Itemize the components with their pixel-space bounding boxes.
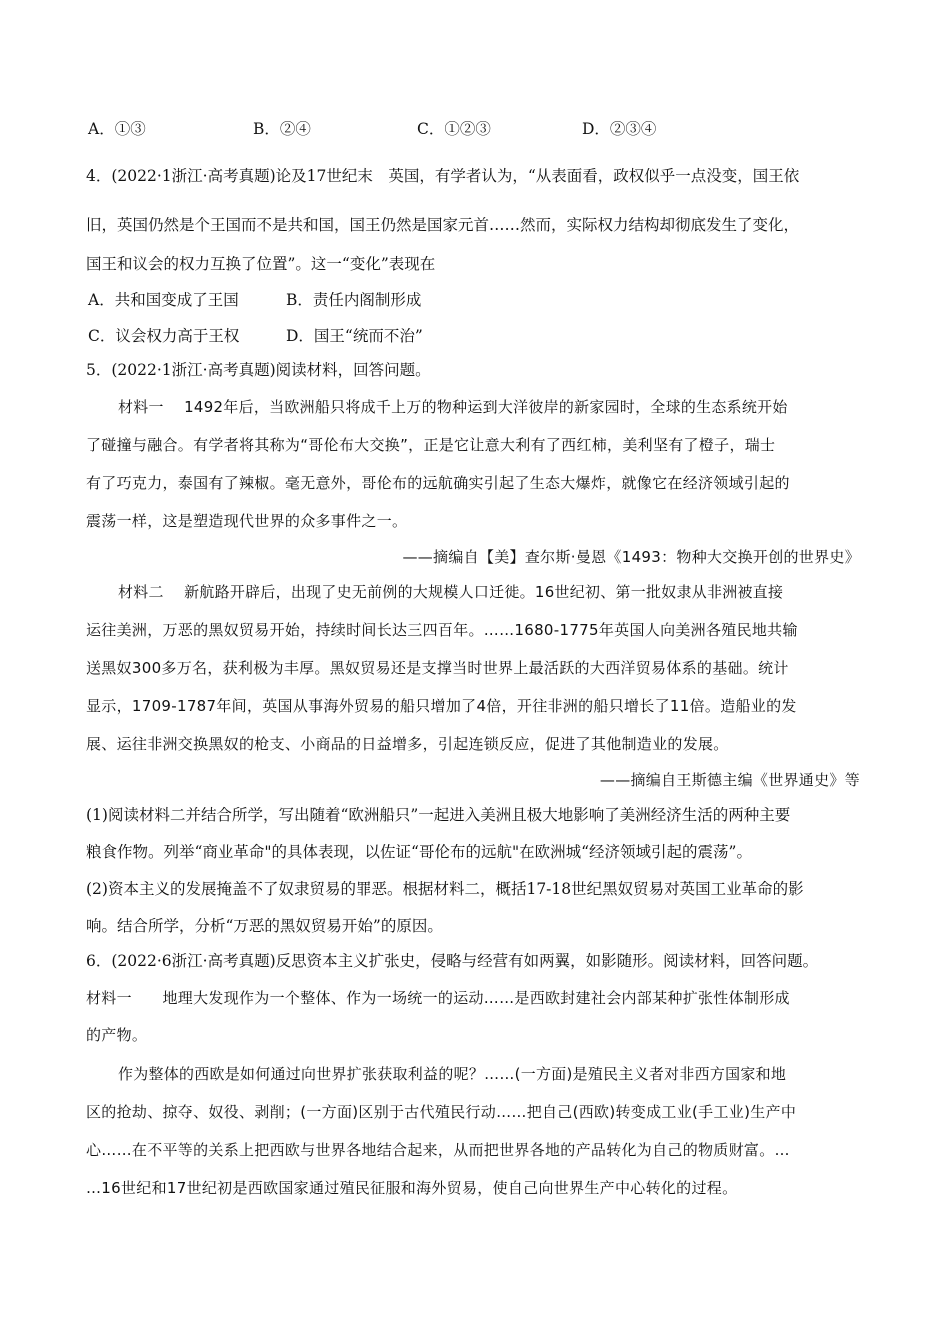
q6-material1b-line: 作为整体的西欧是如何通过向世界扩张获取利益的呢？……(一方面)是殖民主义者对非西方国家和地 <box>118 1065 787 1083</box>
q4-option-c: C．议会权力高于王权 <box>88 327 240 345</box>
q4-stem-line: 旧，英国仍然是个王国而不是共和国，国王仍然是国家元首……然而，实际权力结构却彻底发生了变化， <box>86 216 800 234</box>
q6-material1b-line: …16世纪和17世纪初是西欧国家通过殖民征服和海外贸易，使自己向世界生产中心转化的过程。 <box>86 1179 738 1197</box>
q6-stem: 6．(2022·6浙江·高考真题)反思资本主义扩张史，侵略与经营有如两翼，如影随形。阅读材料，回答问题。 <box>86 952 819 970</box>
q5-material1-line: 有了巧克力，泰国有了辣椒。毫无意外，哥伦布的远航确实引起了生态大爆炸，就像它在经济领域引起的 <box>86 474 790 492</box>
q6-material1b-line: 心……在不平等的关系上把西欧与世界各地结合起来，从而把世界各地的产品转化为自己的物质财富。… <box>86 1141 790 1159</box>
q4-stem-line: 4．(2022·1浙江·高考真题)论及17世纪末 英国，有学者认为，“从表面看，政权似乎一点没变，国王依 <box>86 167 800 185</box>
q5-sub1-line: (1)阅读材料二并结合所学，写出随着“欧洲船只”一起进入美洲且极大地影响了美洲经济生活的两种主要 <box>86 806 791 824</box>
q5-sub2-line: 响。结合所学，分析“万恶的黑奴贸易开始”的原因。 <box>86 917 443 935</box>
q4-option-a: A．共和国变成了王国 <box>88 291 239 309</box>
q5-stem: 5．(2022·1浙江·高考真题)阅读材料，回答问题。 <box>86 361 431 379</box>
q6-material1-line: 的产物。 <box>86 1026 148 1044</box>
q5-sub2-line: (2)资本主义的发展掩盖不了奴隶贸易的罪恶。根据材料二，概括17-18世纪黑奴贸易对英国工业革命的影 <box>86 880 804 898</box>
q5-material2-line: 运往美洲，万恶的黑奴贸易开始，持续时间长达三四百年。……1680-1775年英国人向美洲各殖民地共输 <box>86 621 798 639</box>
q5-material2-line: 送黑奴300多万名，获利极为丰厚。黑奴贸易还是支撑当时世界上最活跃的大西洋贸易体系的基础。统计 <box>86 659 789 677</box>
q5-source1: ——摘编自【美】查尔斯·曼恩《1493：物种大交换开创的世界史》 <box>402 548 860 566</box>
q3-option-a: A．①③ <box>88 120 146 138</box>
q4-stem-line: 国王和议会的权力互换了位置”。这一“变化”表现在 <box>86 255 436 273</box>
q5-sub1-line: 粮食作物。列举“商业革命"的具体表现，以佐证“哥伦布的远航"在欧洲城“经济领域引起的震荡”。 <box>86 843 752 861</box>
q3-option-c: C．①②③ <box>417 120 491 138</box>
q5-material2-line: 材料二 新航路开辟后，出现了史无前例的大规模人口迁徙。16世纪初、第一批奴隶从非洲被直接 <box>118 583 784 601</box>
q5-material2-line: 显示，1709-1787年间，英国从事海外贸易的船只增加了4倍，开往非洲的船只增长了11倍。造船业的发 <box>86 697 797 715</box>
q4-option-d: D．国王“统而不治” <box>286 327 423 345</box>
q5-material1-line: 震荡一样，这是塑造现代世界的众多事件之一。 <box>86 512 408 530</box>
q5-material1-line: 了碰撞与融合。有学者将其称为“哥伦布大交换”，正是它让意大利有了西红柿，美利坚有了橙子，瑞士 <box>86 436 776 454</box>
q5-material2-line: 展、运往非洲交换黑奴的枪支、小商品的日益增多，引起连锁反应，促进了其他制造业的发展。 <box>86 735 729 753</box>
q5-material1-line: 材料一 1492年后，当欧洲船只将成千上万的物种运到大洋彼岸的新家园时，全球的生态系统开始 <box>118 398 788 416</box>
q6-material1b-line: 区的抢劫、掠夺、奴役、剥削；(一方面)区别于古代殖民行动……把自己(西欧)转变成工业(手工业)生产中 <box>86 1103 797 1121</box>
q4-option-b: B．责任内阁制形成 <box>286 291 422 309</box>
q6-material1-line: 材料一 地理大发现作为一个整体、作为一场统一的运动……是西欧封建社会内部某种扩张性体制形成 <box>86 989 790 1007</box>
q3-option-b: B．②④ <box>253 120 311 138</box>
q3-option-d: D．②③④ <box>582 120 657 138</box>
q5-source2: ——摘编自王斯德主编《世界通史》等 <box>599 771 860 789</box>
